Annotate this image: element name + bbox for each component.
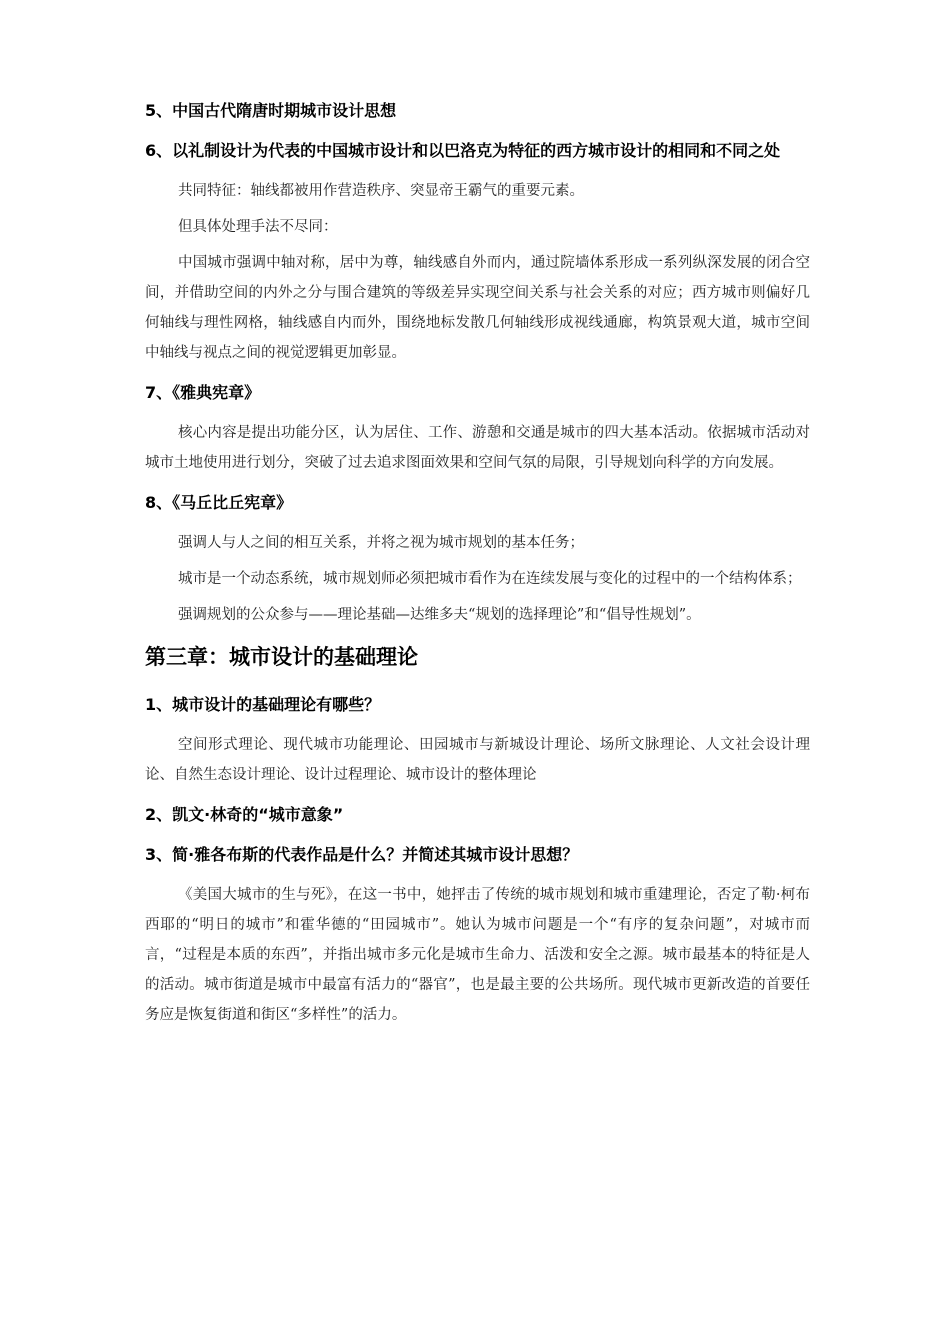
chapter-3-question-1-heading: 1、城市设计的基础理论有哪些？ (145, 695, 381, 714)
section-7-paragraph-1: 核心内容是提出功能分区，认为居住、工作、游憩和交通是城市的四大基本活动。依据城市活动对城市土地使用进行划分，突破了过去追求图面效果和空间气氛的局限，引导规划向科学的方向发展。 (145, 425, 810, 471)
document-body (145, 96, 810, 1036)
section-6-paragraph-1: 共同特征：轴线都被用作营造秩序、突显帝王霸气的重要元素。 (178, 183, 584, 199)
section-6-heading: 6、以礼制设计为代表的中国城市设计和以巴洛克为特征的西方城市设计的相同和不同之处 (145, 141, 781, 160)
section-8-paragraph-3: 强调规划的公众参与——理论基础—达维多夫“规划的选择理论”和“倡导性规划”。 (178, 607, 701, 623)
section-7-heading: 7、《雅典宪章》 (145, 383, 261, 402)
chapter-3-question-3-answer: 《美国大城市的生与死》，在这一书中，她抨击了传统的城市规划和城市重建理论，否定了勒·柯布西耶的“明日的城市”和霍华德的“田园城市”。她认为城市问题是一个“有序的复杂问题”，对城市而言，“过程是本质的东西”，并指出城市多元化是城市生命力、活泼和安全之源。城市最基本的特征是人的活动。城市街道是城市中最富有活力的“器官”，也是最主要的公共场所。现代城市更新改造的首要任务应是恢复街道和街区“多样性”的活力。 (145, 887, 810, 1023)
section-8-paragraph-2: 城市是一个动态系统，城市规划师必须把城市看作为在连续发展与变化的过程中的一个结构体系； (178, 571, 802, 587)
section-6-paragraph-3: 中国城市强调中轴对称，居中为尊，轴线感自外而内，通过院墙体系形成一系列纵深发展的闭合空间，并借助空间的内外之分与围合建筑的等级差异实现空间关系与社会关系的对应；西方城市则偏好几何轴线与理性网格，轴线感自内而外，围绕地标发散几何轴线形成视线通廊，构筑景观大道，城市空间中轴线与视点之间的视觉逻辑更加彰显。 (145, 255, 810, 361)
chapter-3-question-3-heading: 3、简·雅各布斯的代表作品是什么？并简述其城市设计思想？ (145, 845, 579, 864)
chapter-3-question-1-answer: 空间形式理论、现代城市功能理论、田园城市与新城设计理论、场所文脉理论、人文社会设计理论、自然生态设计理论、设计过程理论、城市设计的整体理论 (145, 737, 810, 783)
section-8-heading: 8、《马丘比丘宪章》 (145, 493, 293, 512)
section-8-paragraph-1: 强调人与人之间的相互关系，并将之视为城市规划的基本任务； (178, 535, 584, 551)
section-6-paragraph-2: 但具体处理手法不尽同： (178, 219, 338, 235)
chapter-3-question-2-heading: 2、凯文·林奇的“城市意象” (145, 805, 344, 824)
section-5-heading: 5、中国古代隋唐时期城市设计思想 (145, 101, 397, 120)
chapter-3-title: 第三章：城市设计的基础理论 (145, 645, 418, 669)
